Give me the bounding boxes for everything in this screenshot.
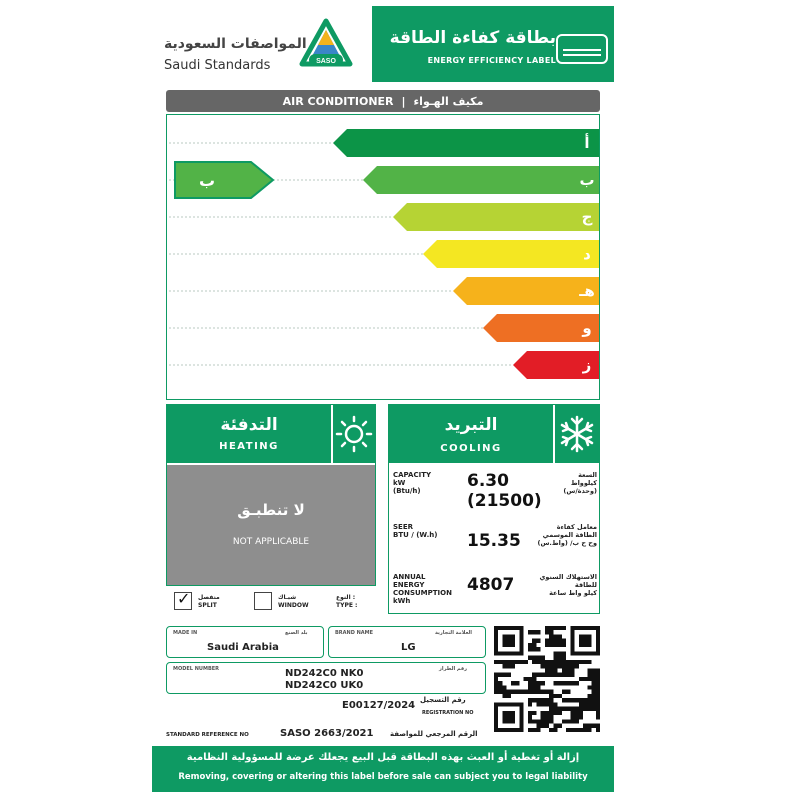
rating-arrow-1 [333, 129, 599, 157]
snowflake-icon [555, 405, 599, 463]
rating-class-label: ز [582, 356, 592, 374]
seer-label-en-line1: SEER [393, 523, 413, 531]
seer-value: 15.35 [467, 531, 521, 551]
made-in-value: Saudi Arabia [207, 642, 279, 653]
category-separator: | [401, 94, 406, 108]
type-label-english: TYPE : [336, 602, 358, 609]
type-label-arabic: النوع : [336, 594, 356, 601]
aec-label-ar-line2: للطاقة [574, 581, 597, 589]
capacity-label-en-line1: CAPACITY [393, 471, 432, 479]
brand-value: LG [401, 642, 416, 653]
legal-warning-english: Removing, covering or altering this label before sale can subject you to legal liability [178, 772, 588, 782]
legal-warning-footer [152, 746, 614, 792]
check-mark-icon: ✓ [177, 589, 191, 608]
saso-name-english: Saudi Standards [164, 58, 271, 73]
snowflake-icon-box [555, 405, 599, 463]
heating-title-arabic: التدفئة [220, 415, 278, 435]
energy-label [152, 6, 614, 792]
seer-label-english [393, 523, 453, 539]
seer-row [393, 523, 597, 557]
registration-number: E00127/2024 [342, 700, 416, 711]
model-label-arabic: رقم الطراز [439, 666, 467, 672]
registration-label-arabic: رقم التسجيل [420, 696, 466, 704]
saso-logo-text: SASO [316, 58, 336, 65]
cooling-title-arabic: التبريد [444, 415, 498, 435]
rating-arrow-3 [393, 203, 599, 231]
sun-icon-box [333, 405, 375, 463]
not-applicable-english: NOT APPLICABLE [232, 537, 310, 547]
label-header [372, 6, 614, 82]
aec-label-ar-line3: كيلو واط ساعة [549, 589, 597, 597]
seer-label-en-line2: BTU / (W.h) [393, 531, 438, 539]
window-label-english: WINDOW [278, 602, 309, 609]
aec-label-en-line2: CONSUMPTION [393, 589, 452, 597]
heating-panel [166, 404, 376, 586]
split-label [198, 594, 220, 610]
legal-warning-arabic: إزالة أو تغطية أو العبث بهذه البطاقة قبل البيع يجعلك عرضة للمسؤولية النظامية [186, 752, 580, 763]
category-arabic: مكيف الهـواء [413, 94, 484, 108]
capacity-label-ar-line1: السعة [578, 471, 597, 479]
split-label-arabic: منفصل [198, 594, 220, 601]
heating-header [167, 405, 331, 463]
label-title-english: ENERGY EFFICIENCY LABEL [427, 56, 556, 65]
rating-arrow-2 [363, 166, 599, 194]
made-in-box [166, 626, 324, 658]
aec-label-ar-line1: الاستهلاك السنوي [539, 573, 597, 581]
cooling-panel [388, 404, 600, 614]
aec-value: 4807 [467, 575, 515, 595]
brand-label-english: BRAND NAME [335, 630, 374, 636]
saso-logo [298, 18, 354, 74]
standard-reference-label-arabic: الرقم المرجعي للمواصفة [390, 730, 478, 738]
capacity-label-english [393, 471, 453, 495]
window-label [278, 594, 309, 610]
type-selector [174, 588, 370, 624]
capacity-label-ar-line3: (وحدة/س) [563, 487, 597, 495]
made-in-label-arabic: بلد الصنع [285, 630, 308, 636]
heating-not-applicable-area [167, 465, 375, 585]
selected-rating-label: ب [198, 171, 216, 190]
brand-label-arabic: العلامة التجارية [435, 630, 472, 636]
model-number-box [166, 662, 486, 694]
annual-consumption-row [393, 573, 597, 607]
capacity-kw-value: 6.30 [467, 471, 509, 491]
brand-box [328, 626, 486, 658]
window-label-arabic: شبـاك [278, 594, 297, 601]
standard-reference-label-english: STANDARD REFERENCE NO [166, 732, 249, 738]
capacity-label-ar-line2: كيلوواط [570, 479, 597, 487]
type-label [336, 594, 357, 610]
sun-icon [333, 405, 375, 463]
capacity-label-en-line3: (Btu/h) [393, 487, 421, 495]
aec-label-en-line1: ANNUAL ENERGY [393, 573, 426, 589]
model-number-1: ND242C0 NK0 [285, 668, 364, 679]
aec-label-english [393, 573, 453, 605]
split-checkbox [174, 589, 192, 610]
rating-arrow-5 [453, 277, 599, 305]
label-title-arabic: بطاقة كفاءة الطاقة [389, 28, 556, 48]
window-checkbox [254, 592, 272, 610]
rating-class-label: هـ [579, 282, 595, 300]
made-in-label-english: MADE IN [173, 630, 198, 636]
heating-title-english: HEATING [219, 441, 279, 452]
not-applicable-arabic: لا تنطبـق [237, 501, 305, 519]
appliance-category-bar [166, 90, 600, 112]
cooling-title-english: COOLING [440, 443, 502, 454]
model-number-2: ND242C0 UK0 [285, 680, 364, 691]
cooling-header [389, 405, 553, 463]
category-english: AIR CONDITIONER [282, 94, 394, 108]
aec-label-en-line3: kWh [393, 597, 411, 605]
rating-class-label: أ [584, 134, 590, 152]
rating-arrows [167, 115, 599, 399]
qr-code[interactable] [494, 626, 600, 732]
aec-label-arabic [535, 573, 597, 597]
seer-label-arabic [535, 523, 597, 547]
rating-arrow-4 [423, 240, 599, 268]
registration-label-english: REGISTRATION NO [422, 710, 474, 716]
rating-class-label: ج [581, 208, 593, 226]
capacity-btu-value: (21500) [467, 491, 542, 511]
saso-name-arabic: المواصفات السعودية [164, 36, 307, 52]
rating-class-label: د [583, 245, 591, 263]
air-conditioner-icon [556, 34, 608, 64]
capacity-label-en-line2: kW [393, 479, 406, 487]
standard-reference-number: SASO 2663/2021 [280, 728, 374, 739]
model-label-english: MODEL NUMBER [173, 666, 220, 672]
capacity-row [393, 471, 597, 511]
rating-class-label: و [582, 319, 592, 337]
selected-rating-indicator [175, 162, 273, 198]
seer-label-ar-line2: وح ح ب/ (واط.س) [537, 539, 597, 547]
efficiency-rating-scale [166, 114, 600, 400]
split-label-english: SPLIT [198, 602, 217, 609]
rating-class-label: ب [579, 171, 595, 189]
capacity-label-arabic [535, 471, 597, 495]
seer-label-ar-line1: معامل كفاءة الطاقة الموسمي [542, 523, 597, 539]
